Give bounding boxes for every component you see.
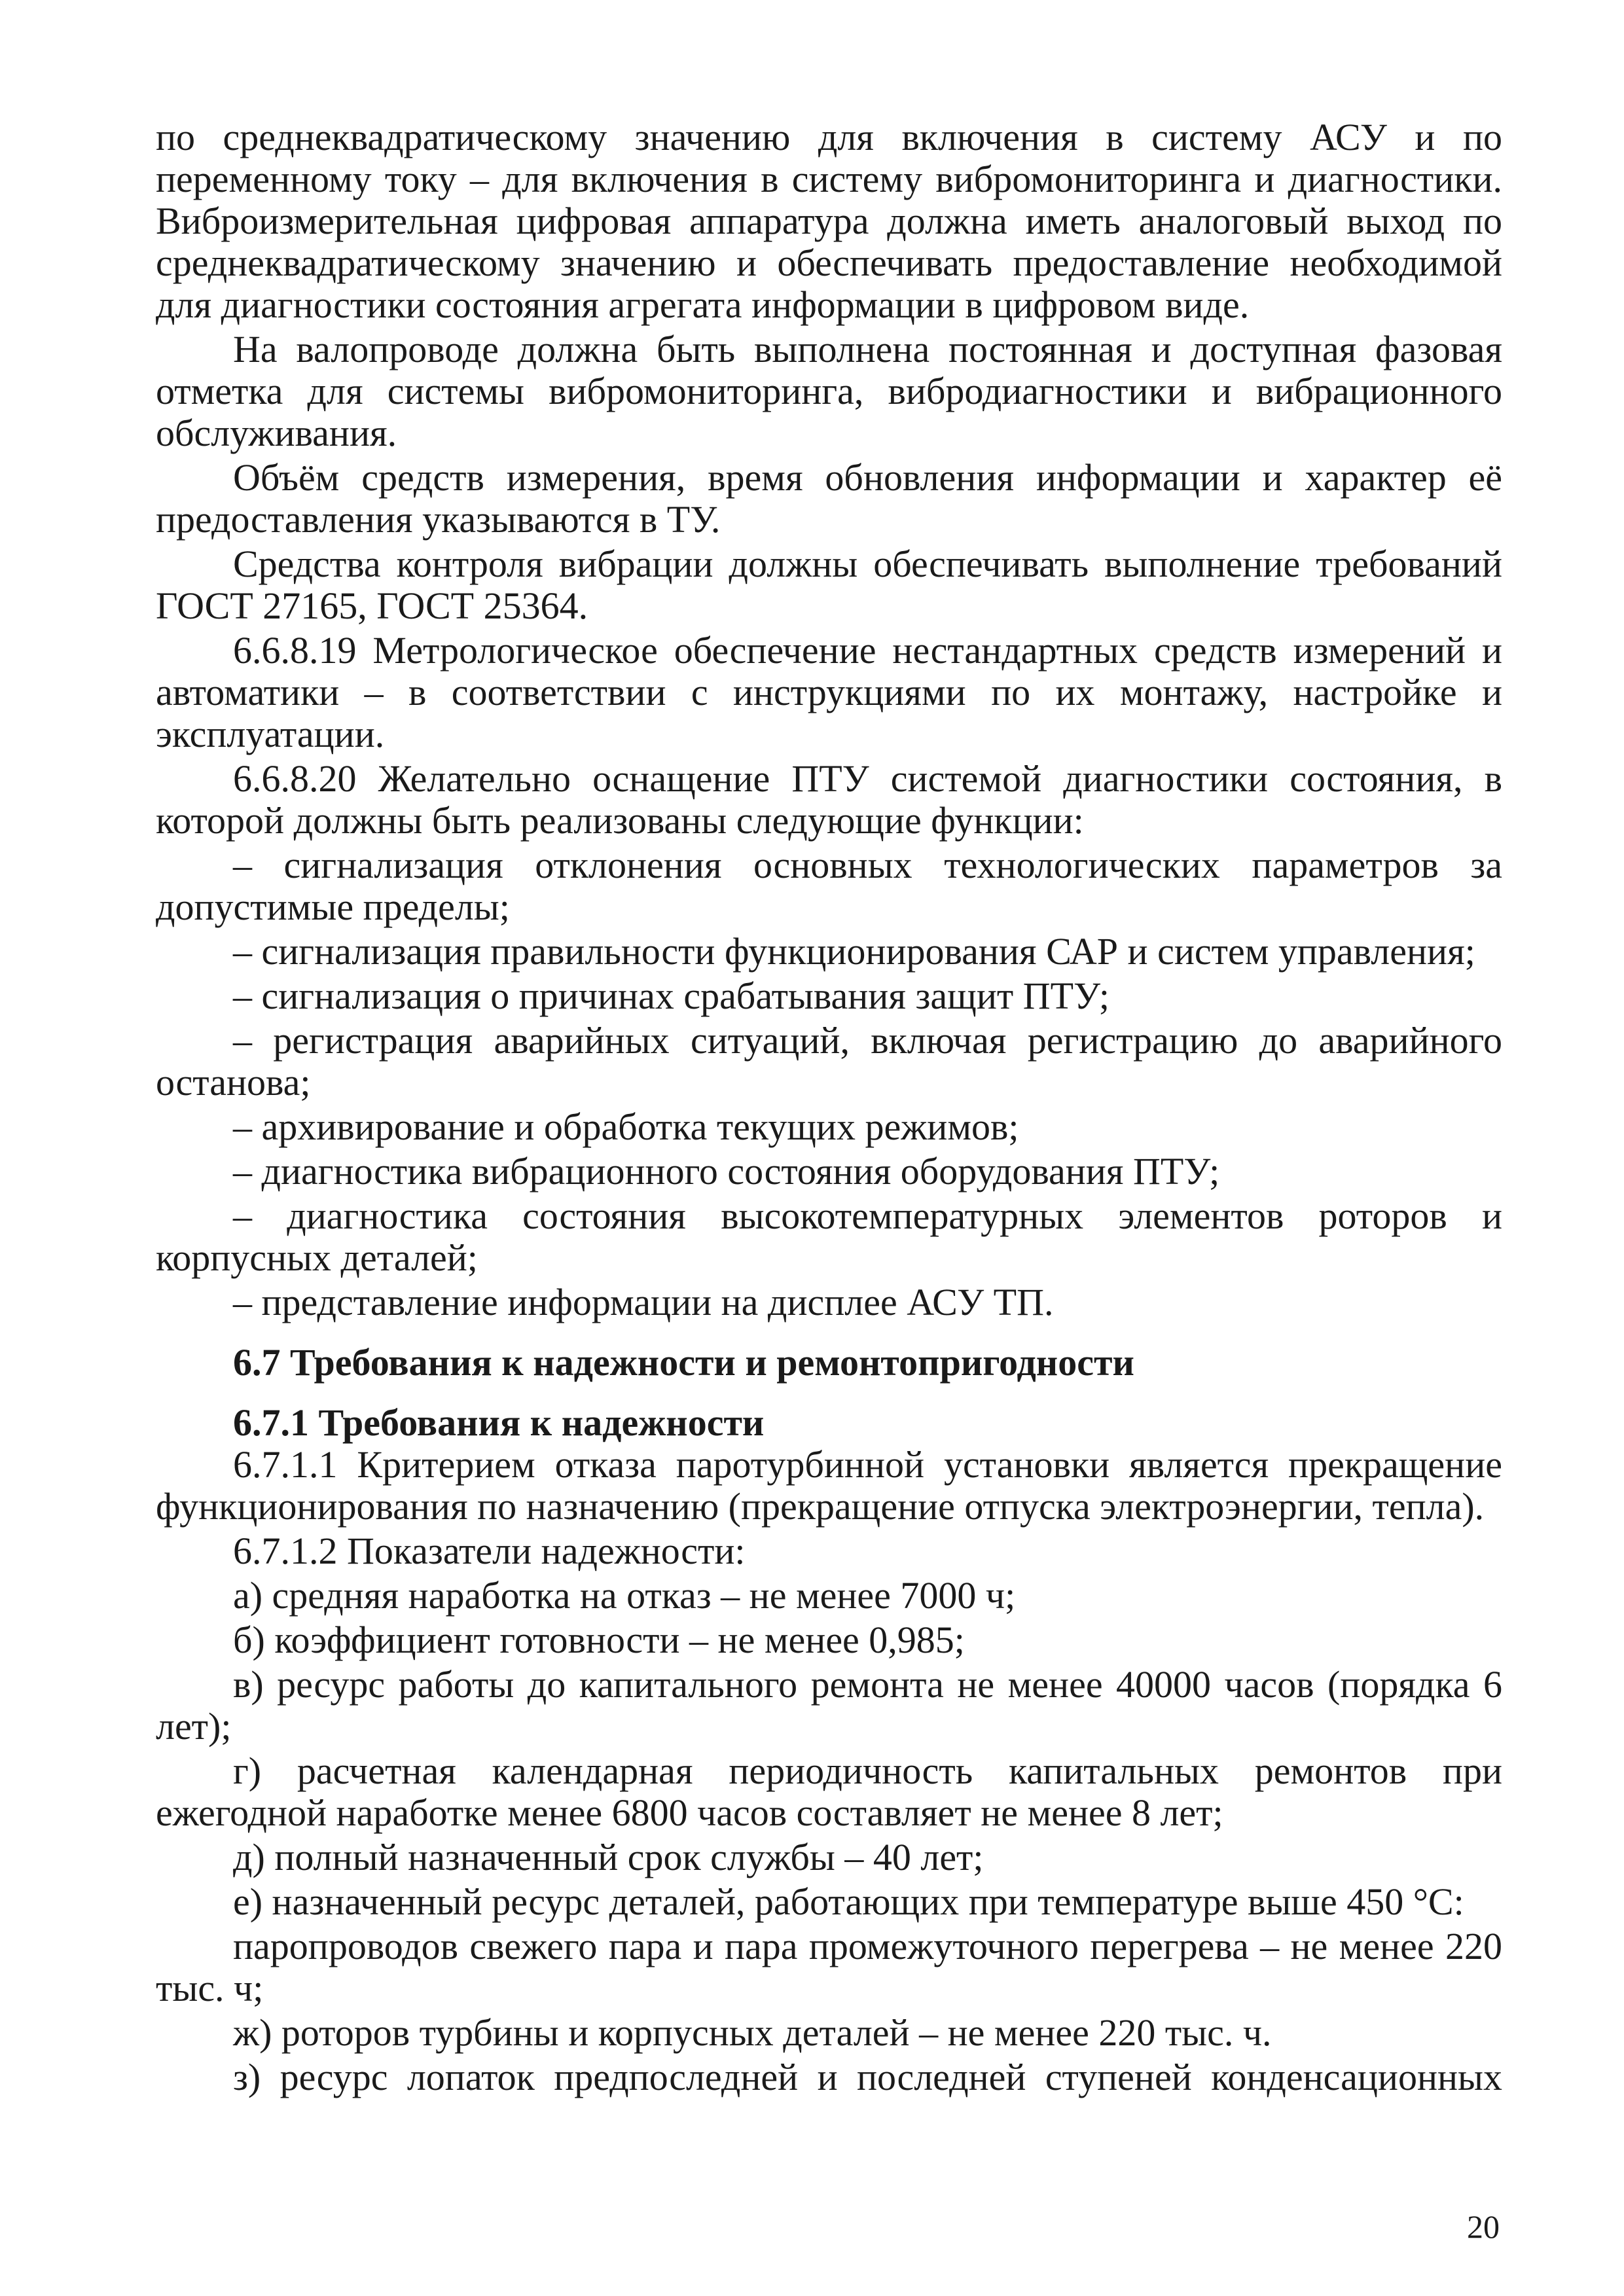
paragraph: Средства контроля вибрации должны обеспечивать выполнение требований ГОСТ 27165, ГОСТ 25364.	[156, 543, 1502, 627]
list-item: паропроводов свежего пара и пара промежуточного перегрева – не менее 220 тыс. ч;	[156, 1925, 1502, 2009]
page-body	[156, 117, 1502, 2098]
section-heading: 6.7 Требования к надежности и ремонтопригодности	[233, 1341, 1134, 1384]
paragraph: Объём средств измерения, время обновления информации и характер её предоставления указываются в ТУ.	[156, 456, 1502, 541]
paragraph: по среднеквадратическому значению для включения в систему АСУ и по переменному току – для включения в систему вибромониторинга и диагностики. Виброизмерительная цифровая аппаратура должна иметь аналоговый выход по среднеквадратическому значению и обеспечивать предоставление необходимой для диагностики состояния агрегата информации в цифровом виде.	[156, 116, 1502, 326]
list-item: е) назначенный ресурс деталей, работающих при температуре выше 450 °С:	[233, 1880, 1464, 1923]
list-item: – сигнализация о причинах срабатывания защит ПТУ;	[233, 975, 1110, 1017]
functions-list	[156, 844, 1502, 1323]
list-item: в) ресурс работы до капитального ремонта не менее 40000 часов (порядка 6 лет);	[156, 1663, 1502, 1748]
list-item: – регистрация аварийных ситуаций, включая регистрацию до аварийного останова;	[156, 1019, 1502, 1103]
list-item: – диагностика состояния высокотемпературных элементов роторов и корпусных деталей;	[156, 1194, 1502, 1279]
list-item: – сигнализация правильности функционирования САР и систем управления;	[233, 930, 1475, 973]
paragraph: 6.6.8.20 Желательно оснащение ПТУ системой диагностики состояния, в которой должны быть реализованы следующие функции:	[156, 757, 1502, 842]
list-item: ж) роторов турбины и корпусных деталей – не менее 220 тыс. ч.	[233, 2011, 1272, 2054]
list-item: б) коэффициент готовности – не менее 0,985;	[233, 1619, 965, 1661]
list-item: г) расчетная календарная периодичность капитальных ремонтов при ежегодной наработке менее 6800 часов составляет не менее 8 лет;	[156, 1749, 1502, 1834]
paragraph: 6.6.8.19 Метрологическое обеспечение нестандартных средств измерений и автоматики – в соответствии с инструкциями по их монтажу, настройке и эксплуатации.	[156, 629, 1502, 755]
paragraph: 6.7.1.1 Критерием отказа паротурбинной установки является прекращение функционирования по назначению (прекращение отпуска электроэнергии, тепла).	[156, 1443, 1502, 1528]
list-item: а) средняя наработка на отказ – не менее 7000 ч;	[233, 1574, 1016, 1617]
list-item: д) полный назначенный срок службы – 40 лет;	[233, 1836, 984, 1878]
list-item: – сигнализация отклонения основных технологических параметров за допустимые пределы;	[156, 844, 1502, 928]
list-item: з) ресурс лопаток предпоследней и последней ступеней конденсационных	[233, 2056, 1502, 2098]
paragraph: 6.7.1.2 Показатели надежности:	[233, 1530, 746, 1572]
paragraph: На валопроводе должна быть выполнена постоянная и доступная фазовая отметка для системы вибромониторинга, вибродиагностики и вибрационного обслуживания.	[156, 328, 1502, 454]
list-item: – архивирование и обработка текущих режимов;	[233, 1105, 1019, 1148]
page-number: 20	[1467, 2208, 1500, 2245]
list-item: – диагностика вибрационного состояния оборудования ПТУ;	[233, 1150, 1220, 1193]
subsection-heading: 6.7.1 Требования к надежности	[233, 1401, 765, 1444]
list-item: – представление информации на дисплее АСУ ТП.	[233, 1281, 1054, 1323]
